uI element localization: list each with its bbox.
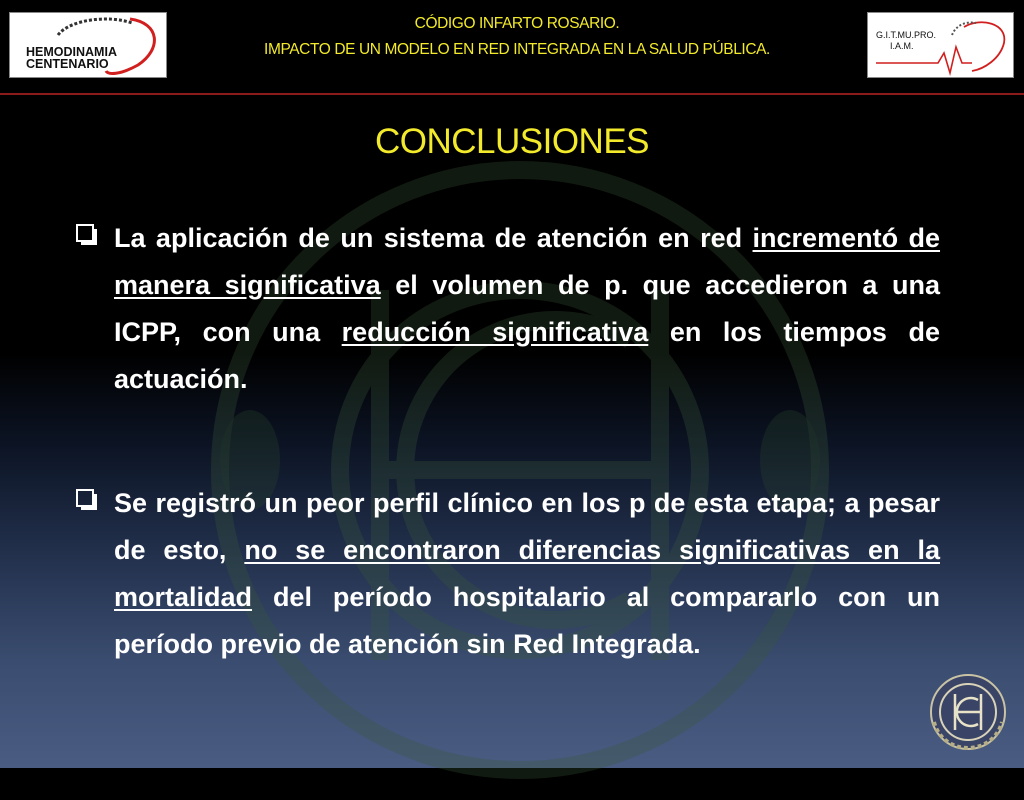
checkbox-bullet-icon <box>76 224 94 242</box>
logo-right-line2: I.A.M. <box>890 41 914 51</box>
heart-swirl-icon <box>10 13 167 78</box>
logo-right-line1: G.I.T.MU.PRO. <box>876 30 937 40</box>
header-title-line2: IMPACTO DE UN MODELO EN RED INTEGRADA EN LA SALUD PÚBLICA. <box>264 41 770 58</box>
checkbox-bullet-icon <box>76 489 94 507</box>
header-title-line1: CÓDIGO INFARTO ROSARIO. <box>414 15 620 32</box>
ecg-heart-icon <box>868 13 1014 78</box>
hospital-seal-icon <box>928 672 1008 752</box>
logo-left-line1: HEMODINAMIA <box>26 45 117 59</box>
hemodinamia-centenario-logo <box>9 12 167 78</box>
section-title: CONCLUSIONES <box>374 122 650 161</box>
logo-left-line2: CENTENARIO <box>26 57 109 71</box>
conclusion-text-2: Se registró un peor perfil clínico en los p de esta etapa; a pesar de esto, no se encontraron diferencias significativas en la mortalidad del período hospitalario al compararlo con un período previo de atención sin Red Integrada. <box>114 488 940 659</box>
conclusion-text-1: La aplicación de un sistema de atención en red incrementó de manera significativa el volumen de p. que accedieron a una ICPP, con una reducción significativa en los tiempos de actuación. <box>114 223 941 394</box>
emphasis-underline: incrementó de manera significativa <box>114 223 941 300</box>
conclusion-item-1 <box>76 215 940 403</box>
conclusion-item-2 <box>76 480 940 668</box>
emphasis-underline: no se encontraron diferencias significativas en la mortalidad <box>114 535 940 612</box>
emphasis-underline: reducción significativa <box>341 317 649 347</box>
gitmupro-iam-logo <box>867 12 1014 78</box>
header-divider <box>0 93 1024 95</box>
